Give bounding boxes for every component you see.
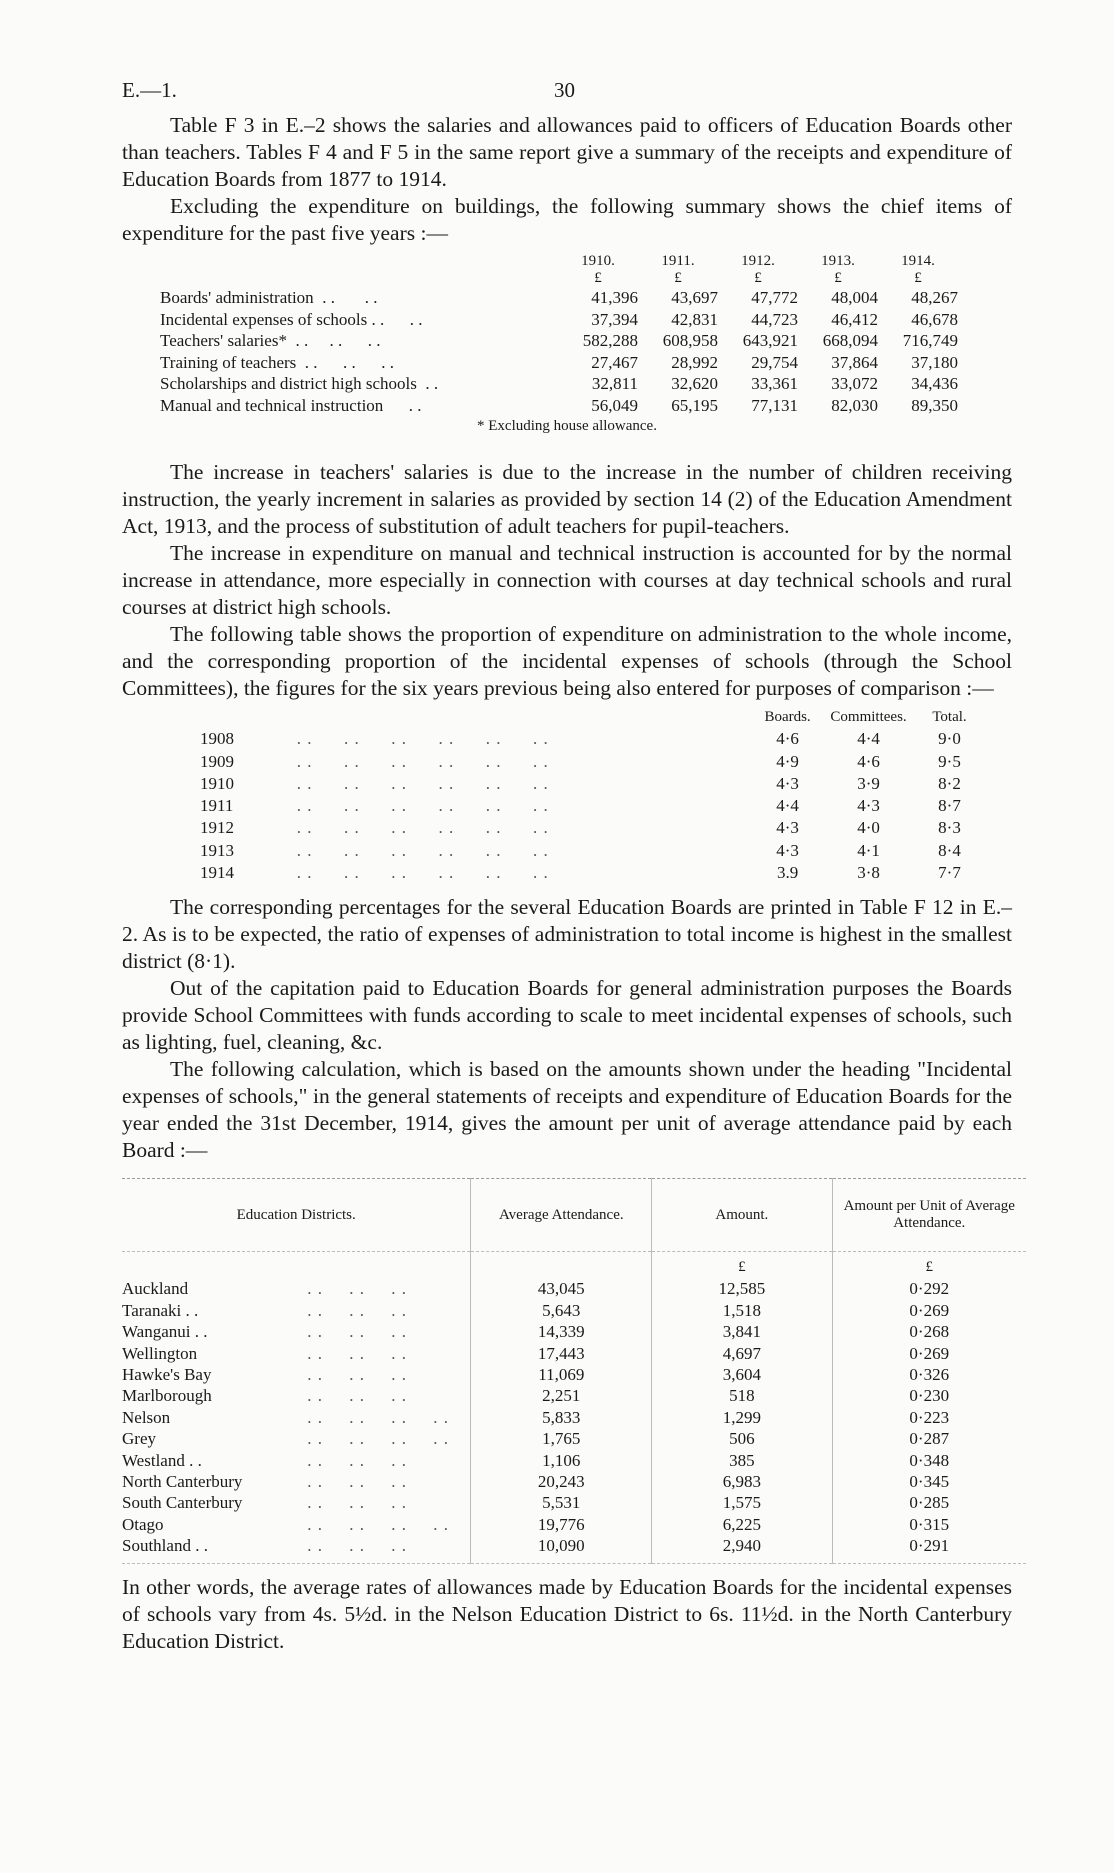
year-1911: 1911. (661, 253, 695, 269)
unit-pound: £ (594, 270, 602, 286)
expenditure-row (160, 309, 1018, 331)
proportion-value: 4·3 (857, 796, 880, 816)
attendance-header-row (122, 1179, 1026, 1252)
district-cell (122, 1428, 471, 1449)
header-total: Total. (932, 709, 967, 725)
district-name: Marlborough (122, 1386, 212, 1406)
proportion-year: 1909 (200, 751, 234, 771)
year-1913: 1913. (821, 253, 855, 269)
attendance-row (122, 1450, 1026, 1471)
district-name: North Canterbury (122, 1472, 243, 1492)
unit-pound: £ (652, 1252, 832, 1279)
leader-dots: . . . . . . . . (302, 1429, 449, 1449)
expenditure-value: 37,394 (591, 309, 638, 329)
paragraph-8: The following calculation, which is based on the amounts shown under the heading "Incidental expenses of schools," in the general statements of receipts and expenditure of Education Boards for the year ended the 31st December, 1914, gives the amount per unit of average attendance paid by each Board :— (122, 1057, 1012, 1163)
district-name: Taranaki . . (122, 1300, 199, 1320)
proportion-value: 4·6 (857, 751, 880, 771)
paragraph-4: The increase in expenditure on manual and technical instruction is accounted for by the normal increase in attendance, more especially in connection with courses at day technical schools and rural courses at district high schools. (122, 541, 1012, 619)
proportion-year: 1908 (200, 729, 234, 749)
leader-dots: . . . . . . (296, 352, 395, 372)
expenditure-value: 27,467 (591, 352, 638, 372)
leader-dots: . . . . (313, 288, 378, 307)
proportion-value: 3·9 (857, 773, 880, 793)
year-1914: 1914. (901, 253, 935, 269)
amount-per-unit-cell: 0·315 (832, 1514, 1026, 1535)
district-cell (122, 1364, 471, 1385)
district-name: Westland . . (122, 1450, 202, 1470)
expenditure-value: 582,288 (582, 331, 638, 350)
attendance-row (122, 1492, 1026, 1513)
paragraph-3: The increase in teachers' salaries is due to the increase in the number of children receiving instruction, the yearly increment in salaries as provided by section 14 (2) of the Education Amendment Act, 1913, and the process of substitution of adult teachers for pupil-teachers. (122, 460, 1012, 538)
proportion-row (200, 840, 990, 862)
proportion-year: 1910 (200, 773, 234, 793)
attendance-row (122, 1343, 1026, 1364)
expenditure-value: 46,678 (911, 309, 958, 329)
proportion-value: 4·4 (857, 729, 880, 749)
leader-dots: . . . . . . . . . . . . (296, 729, 549, 749)
paragraph-7: Out of the capitation paid to Education Boards for general administration purposes the Boards provide School Committees with funds according to scale to meet incidental expenses of schools, such as lighting, fuel, cleaning, &c. (122, 976, 1012, 1055)
expenditure-label: Incidental expenses of schools (160, 309, 368, 329)
attendance-row (122, 1407, 1026, 1428)
paragraph-5: The following table shows the proportion of expenditure on administration to the whole income, and the corresponding proportion of the incidental expenses of schools (through the School Committees), the figures for the six years previous being also entered for purposes of comparison :— (122, 622, 1012, 700)
expenditure-value: 82,030 (831, 395, 878, 415)
district-name: Southland . . (122, 1536, 208, 1556)
expenditure-value: 44,723 (751, 309, 798, 329)
amount-cell: 3,604 (652, 1364, 832, 1385)
district-name: South Canterbury (122, 1493, 243, 1513)
expenditure-value: 37,180 (911, 352, 958, 372)
leader-dots: . . . . . . (302, 1536, 407, 1556)
amount-cell: 4,697 (652, 1343, 832, 1364)
expenditure-value: 43,697 (671, 288, 718, 307)
expenditure-value: 643,921 (742, 331, 798, 350)
amount-per-unit-cell: 0·268 (832, 1321, 1026, 1342)
proportion-table (200, 706, 990, 884)
leader-dots: . . . . . . . . . . . . (296, 796, 549, 816)
leader-dots: . . (383, 395, 422, 415)
district-cell (122, 1278, 471, 1299)
leader-dots: . . . . . . (302, 1279, 407, 1299)
proportion-row (200, 817, 990, 839)
leader-dots: . . . . . . . . . . . . (296, 818, 549, 838)
amount-cell: 385 (652, 1450, 832, 1471)
average-attendance-cell: 1,106 (471, 1450, 652, 1471)
expenditure-value: 608,958 (662, 331, 718, 350)
proportion-value: 8·7 (938, 796, 961, 816)
leader-dots: . . (416, 374, 439, 393)
amount-per-unit-cell: 0·345 (832, 1471, 1026, 1492)
expenditure-unit-header (160, 270, 1018, 287)
attendance-row (122, 1385, 1026, 1406)
average-attendance-cell: 5,833 (471, 1407, 652, 1428)
amount-cell: 2,940 (652, 1535, 832, 1564)
expenditure-value: 89,350 (911, 395, 958, 415)
amount-cell: 6,983 (652, 1471, 832, 1492)
leader-dots: . . . . . . . . . . . . (296, 751, 549, 771)
proportion-header (200, 706, 990, 728)
proportion-value: 7·7 (938, 863, 961, 883)
expenditure-value: 77,131 (751, 395, 798, 415)
amount-per-unit-cell: 0·285 (832, 1492, 1026, 1513)
amount-per-unit-cell: 0·269 (832, 1343, 1026, 1364)
leader-dots: . . . . . . (302, 1343, 407, 1363)
header-average-attendance: Average Attendance. (471, 1179, 652, 1252)
expenditure-table (160, 253, 1018, 416)
average-attendance-cell: 11,069 (471, 1364, 652, 1385)
leader-dots: . . . . . . (302, 1322, 407, 1342)
amount-cell: 3,841 (652, 1321, 832, 1342)
leader-dots: . . . . . . (286, 331, 381, 350)
district-cell (122, 1450, 471, 1471)
proportion-value: 8·3 (938, 818, 961, 838)
expenditure-value: 668,094 (822, 331, 878, 350)
unit-pound: £ (754, 270, 762, 286)
expenditure-value: 716,749 (902, 331, 958, 350)
expenditure-label-cell (160, 395, 558, 417)
paragraph-1: Table F 3 in E.–2 shows the salaries and allowances paid to officers of Education Boards other than teachers. Tables F 4 and F 5 in the same report give a summary of the receipts and expenditure of Education Boards from 1877 to 1914. (122, 113, 1012, 191)
proportion-year: 1911 (200, 796, 234, 816)
leader-dots: . . . . . . . . (302, 1407, 449, 1427)
expenditure-value: 46,412 (831, 309, 878, 329)
expenditure-row (160, 287, 1018, 309)
expenditure-value: 33,361 (751, 374, 798, 393)
proportion-value: 8·4 (938, 840, 961, 860)
header-boards: Boards. (764, 709, 811, 725)
amount-per-unit-cell: 0·348 (832, 1450, 1026, 1471)
leader-dots: . . . . . . (302, 1472, 407, 1492)
expenditure-label-cell (160, 309, 558, 331)
amount-cell: 1,518 (652, 1300, 832, 1321)
district-name: Nelson (122, 1407, 171, 1427)
expenditure-label: Teachers' salaries* (160, 331, 287, 350)
expenditure-label: Manual and technical instruction (160, 395, 384, 415)
amount-cell: 518 (652, 1385, 832, 1406)
expenditure-value: 48,267 (911, 288, 958, 307)
district-cell (122, 1514, 471, 1535)
district-name: Wellington (122, 1343, 198, 1363)
expenditure-value: 47,772 (751, 288, 798, 307)
proportion-value: 4·6 (776, 729, 799, 749)
expenditure-value: 32,811 (591, 374, 638, 393)
amount-per-unit-cell: 0·223 (832, 1407, 1026, 1428)
average-attendance-cell: 1,765 (471, 1428, 652, 1449)
proportion-value: 8·2 (938, 773, 961, 793)
attendance-row (122, 1428, 1026, 1449)
expenditure-row (160, 373, 1018, 395)
amount-per-unit-cell: 0·326 (832, 1364, 1026, 1385)
district-name: Otago (122, 1514, 164, 1534)
proportion-value: 4·3 (776, 818, 799, 838)
expenditure-footnote: * Excluding house allowance. (477, 418, 657, 434)
expenditure-row (160, 330, 1018, 352)
amount-per-unit-cell: 0·230 (832, 1385, 1026, 1406)
expenditure-value: 42,831 (671, 309, 718, 329)
amount-per-unit-cell: 0·269 (832, 1300, 1026, 1321)
attendance-row (122, 1471, 1026, 1492)
expenditure-label-cell (160, 330, 558, 352)
expenditure-label-cell (160, 287, 558, 309)
leader-dots: . . . . . . (302, 1386, 407, 1406)
leader-dots: . . . . . . (302, 1365, 407, 1384)
leader-dots: . . . . . . . . . . . . (296, 773, 549, 793)
attendance-row (122, 1514, 1026, 1535)
header-amount-per-unit: Amount per Unit of Average Attendance. (832, 1179, 1026, 1252)
paragraph-2: Excluding the expenditure on buildings, the following summary shows the chief items of expenditure for the past five years :— (122, 194, 1012, 245)
proportion-year: 1912 (200, 818, 234, 838)
district-cell (122, 1471, 471, 1492)
proportion-value: 4·3 (776, 840, 799, 860)
proportion-row (200, 751, 990, 773)
expenditure-value: 48,004 (831, 288, 878, 307)
expenditure-year-header (160, 253, 1018, 270)
expenditure-value: 34,436 (911, 374, 958, 393)
attendance-row (122, 1278, 1026, 1299)
amount-cell: 6,225 (652, 1514, 832, 1535)
expenditure-row (160, 395, 1018, 417)
district-cell (122, 1492, 471, 1513)
district-cell (122, 1343, 471, 1364)
expenditure-label: Scholarships and district high schools (160, 374, 417, 393)
expenditure-value: 56,049 (591, 395, 638, 415)
proportion-value: 3·8 (857, 863, 880, 883)
proportion-value: 4·9 (776, 751, 799, 771)
average-attendance-cell: 5,531 (471, 1492, 652, 1513)
expenditure-label-cell (160, 352, 558, 374)
amount-cell: 506 (652, 1428, 832, 1449)
proportion-value: 4·4 (776, 796, 799, 816)
proportion-value: 9·5 (938, 751, 961, 771)
attendance-unit-row (122, 1252, 1026, 1279)
expenditure-label: Training of teachers (160, 352, 297, 372)
expenditure-value: 29,754 (751, 352, 798, 372)
leader-dots: . . . . . . . . . . . . (296, 863, 549, 883)
header-committees: Committees. (830, 709, 907, 725)
average-attendance-cell: 43,045 (471, 1278, 652, 1299)
average-attendance-cell: 20,243 (471, 1471, 652, 1492)
proportion-year: 1914 (200, 863, 234, 883)
unit-pound: £ (674, 270, 682, 286)
district-name: Hawke's Bay (122, 1365, 212, 1384)
leader-dots: . . . . . . . . (302, 1514, 449, 1534)
paragraph-9: In other words, the average rates of allowances made by Education Boards for the incidental expenses of schools vary from 4s. 5½d. in the Nelson Education District to 6s. 11½d. in the North Canterbury Education District. (122, 1575, 1012, 1654)
attendance-row (122, 1300, 1026, 1321)
leader-dots: . . . . . . . . . . . . (296, 840, 549, 860)
document-code: E.—1. (122, 78, 177, 102)
proportion-row (200, 862, 990, 884)
average-attendance-cell: 14,339 (471, 1321, 652, 1342)
leader-dots: . . . . . . (302, 1450, 407, 1470)
attendance-table (122, 1178, 1026, 1564)
leader-dots: . . . . . . (302, 1493, 407, 1513)
page-number: 30 (554, 78, 575, 102)
expenditure-value: 37,864 (831, 352, 878, 372)
average-attendance-cell: 19,776 (471, 1514, 652, 1535)
amount-per-unit-cell: 0·291 (832, 1535, 1026, 1564)
attendance-row (122, 1321, 1026, 1342)
attendance-row (122, 1364, 1026, 1385)
proportion-value: 3.9 (776, 863, 799, 883)
district-cell (122, 1407, 471, 1428)
header-amount: Amount. (652, 1179, 832, 1252)
expenditure-value: 33,072 (831, 374, 878, 393)
unit-pound: £ (914, 270, 922, 286)
amount-cell: 1,575 (652, 1492, 832, 1513)
average-attendance-cell: 10,090 (471, 1535, 652, 1564)
proportion-value: 4·0 (857, 818, 880, 838)
proportion-value: 4·1 (857, 840, 880, 860)
average-attendance-cell: 2,251 (471, 1385, 652, 1406)
unit-pound: £ (832, 1252, 1026, 1279)
unit-pound: £ (834, 270, 842, 286)
district-name: Auckland (122, 1279, 189, 1299)
average-attendance-cell: 5,643 (471, 1300, 652, 1321)
amount-cell: 12,585 (652, 1278, 832, 1299)
header-education-districts: Education Districts. (122, 1179, 471, 1252)
proportion-row (200, 795, 990, 817)
amount-per-unit-cell: 0·292 (832, 1278, 1026, 1299)
expenditure-label-cell (160, 373, 558, 395)
district-cell (122, 1535, 471, 1564)
amount-cell: 1,299 (652, 1407, 832, 1428)
expenditure-value: 65,195 (671, 395, 718, 415)
proportion-row (200, 728, 990, 750)
district-name: Grey (122, 1429, 156, 1449)
leader-dots: . . . . . . (302, 1300, 407, 1320)
district-cell (122, 1321, 471, 1342)
year-1910: 1910. (581, 253, 615, 269)
proportion-value: 4·3 (776, 773, 799, 793)
district-cell (122, 1300, 471, 1321)
district-cell (122, 1385, 471, 1406)
leader-dots: . . . . (367, 309, 423, 329)
proportion-year: 1913 (200, 840, 234, 860)
paragraph-6: The corresponding percentages for the several Education Boards are printed in Table F 12 in E.–2. As is to be expected, the ratio of expenses of administration to total income is highest in the smallest district (8·1). (122, 895, 1012, 974)
expenditure-value: 41,396 (591, 288, 638, 307)
expenditure-value: 28,992 (671, 352, 718, 372)
page-header (122, 78, 1012, 112)
attendance-row (122, 1535, 1026, 1564)
document-page (122, 78, 1015, 1655)
amount-per-unit-cell: 0·287 (832, 1428, 1026, 1449)
district-name: Wanganui . . (122, 1322, 208, 1342)
proportion-row (200, 773, 990, 795)
average-attendance-cell: 17,443 (471, 1343, 652, 1364)
proportion-value: 9·0 (938, 729, 961, 749)
expenditure-value: 32,620 (671, 374, 718, 393)
expenditure-label: Boards' administration (160, 288, 314, 307)
expenditure-row (160, 352, 1018, 374)
year-1912: 1912. (741, 253, 775, 269)
